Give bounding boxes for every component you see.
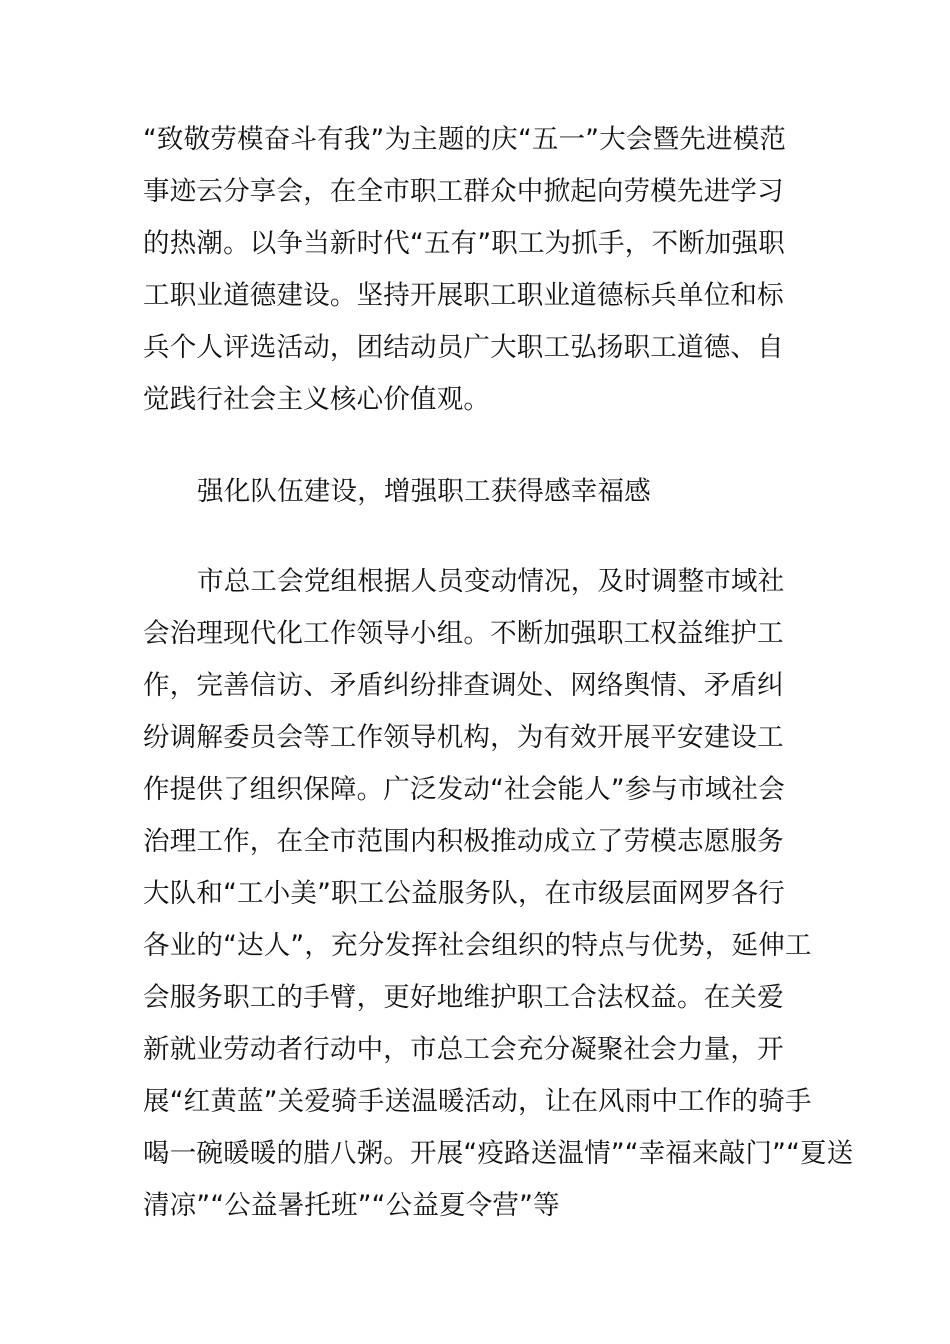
paragraph-line: 各业的“达人”，充分发挥社会组织的特点与优势，延伸工: [143, 930, 812, 961]
paragraph-line: 的热潮。以争当新时代“五有”职工为抓手，不断加强职: [143, 228, 785, 259]
paragraph-line: 作提供了组织保障。广泛发动“社会能人”参与市域社会: [143, 774, 785, 805]
section-heading: 强化队伍建设，增强职工获得感幸福感: [197, 476, 651, 507]
paragraph-line: 工职业道德建设。坚持开展职工职业道德标兵单位和标: [143, 280, 784, 311]
paragraph-line: 事迹云分享会，在全市职工群众中掀起向劳模先进学习: [143, 176, 784, 207]
paragraph-line: 会治理现代化工作领导小组。不断加强职工权益维护工: [143, 618, 784, 649]
paragraph-line: 会服务职工的手臂，更好地维护职工合法权益。在关爱: [143, 982, 784, 1013]
paragraph-line: 展“红黄蓝”关爱骑手送温暖活动，让在风雨中工作的骑手: [143, 1086, 812, 1117]
paragraph-line: 清凉”“公益暑托班”“公益夏令营”等: [143, 1190, 560, 1221]
paragraph-line: 喝一碗暖暖的腊八粥。开展“疫路送温情”“幸福来敲门”“夏送: [143, 1138, 854, 1169]
paragraph-line: 治理工作，在全市范围内积极推动成立了劳模志愿服务: [143, 826, 784, 857]
paragraph-line: 兵个人评选活动，团结动员广大职工弘扬职工道德、自: [143, 332, 784, 363]
paragraph-line: 新就业劳动者行动中，市总工会充分凝聚社会力量，开: [143, 1034, 784, 1065]
paragraph-line: 觉践行社会主义核心价值观。: [143, 384, 491, 415]
paragraph-line: “致敬劳模奋斗有我”为主题的庆“五一”大会暨先进模范: [143, 124, 787, 155]
paragraph-line: 市总工会党组根据人员变动情况，及时调整市域社: [197, 566, 785, 597]
paragraph-line: 大队和“工小美”职工公益服务队，在市级层面网罗各行: [143, 878, 785, 909]
paragraph-line: 作，完善信访、矛盾纠纷排查调处、网络舆情、矛盾纠: [143, 670, 784, 701]
paragraph-line: 纷调解委员会等工作领导机构，为有效开展平安建设工: [143, 722, 784, 753]
